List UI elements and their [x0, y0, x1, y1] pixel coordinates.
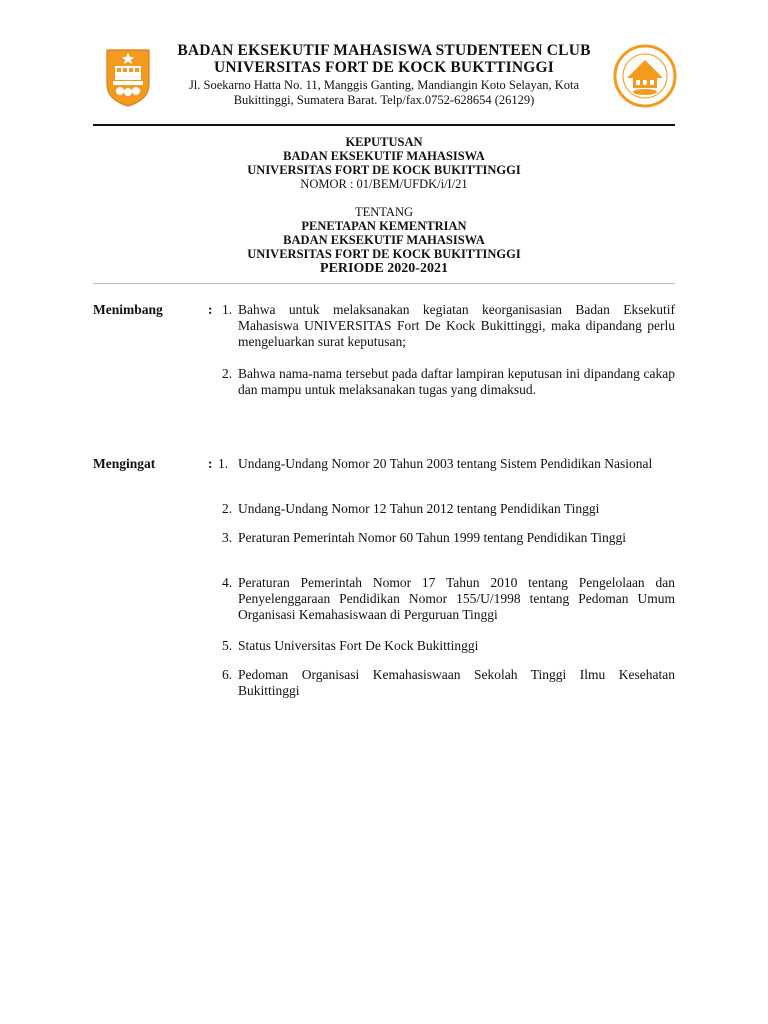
decree-title: KEPUTUSAN [345, 135, 423, 149]
university-seal-logo-icon [613, 44, 677, 108]
list-item-number: 5. [222, 638, 233, 653]
decree-subject: PENETAPAN KEMENTRIAN [301, 219, 467, 233]
list-item-text: Bahwa nama-nama tersebut pada daftar lampiran keputusan ini dipandang cakap dan mampu untuk melaksanakan tugas yang dimaksud. [238, 366, 675, 397]
list-item-number: 1. [218, 456, 229, 471]
decree-period: PERIODE 2020-2021 [320, 261, 448, 276]
letterhead-divider [93, 124, 675, 126]
letterhead-address-line-1: Jl. Soekarno Hatta No. 11, Manggis Ganting, Mandiangin Koto Selayan, Kota [188, 78, 580, 92]
letterhead-address-line-2: Bukittinggi, Sumatera Barat. Telp/fax.0752-628654 (26129) [233, 93, 535, 107]
list-item-number: 4. [222, 575, 233, 590]
mengingat-label: Mengingat [93, 456, 156, 471]
menimbang-label: Menimbang [93, 302, 163, 317]
title-divider [93, 283, 675, 284]
list-item-text: Pedoman Organisasi Kemahasiswaan Sekolah Tinggi Ilmu Kesehatan Bukittinggi [238, 667, 675, 698]
list-item-number: 3. [222, 530, 233, 545]
list-item-text: Peraturan Pemerintah Nomor 60 Tahun 1999 tentang Pendidikan Tinggi [238, 530, 627, 545]
decree-about: TENTANG [354, 205, 413, 219]
mengingat-colon: : [208, 456, 213, 471]
letterhead [160, 42, 608, 108]
letterhead-org: BADAN EKSEKUTIF MAHASISWA STUDENTEEN CLUB [177, 42, 591, 59]
decree-subject-body: BADAN EKSEKUTIF MAHASISWA [283, 233, 485, 247]
list-item-number: 1. [222, 302, 233, 317]
decree-number: NOMOR : 01/BEM/UFDK/i/I/21 [300, 177, 468, 191]
list-item-number: 2. [222, 366, 233, 381]
list-item-number: 6. [222, 667, 233, 682]
letterhead-university: UNIVERSITAS FORT DE KOCK BUKTTINGGI [213, 59, 555, 76]
list-item-text: Bahwa untuk melaksanakan kegiatan keorganisasian Badan Eksekutif Mahasiswa UNIVERSITAS Fort De Kock Bukittinggi, maka dipandang perlu mengeluarkan surat keputusan; [238, 302, 675, 349]
list-item-text: Undang-Undang Nomor 20 Tahun 2003 tentang Sistem Pendidikan Nasional [238, 456, 653, 471]
decree-body: BADAN EKSEKUTIF MAHASISWA [283, 149, 485, 163]
list-item-text: Status Universitas Fort De Kock Bukittinggi [238, 638, 479, 653]
decree-subject-university: UNIVERSITAS FORT DE KOCK BUKITTINGGI [247, 247, 521, 261]
decree-title-block [93, 135, 675, 277]
list-item-text: Undang-Undang Nomor 12 Tahun 2012 tentang Pendidikan Tinggi [238, 501, 600, 516]
menimbang-colon: : [208, 302, 213, 317]
list-item-number: 2. [222, 501, 233, 516]
decree-university: UNIVERSITAS FORT DE KOCK BUKITTINGGI [247, 163, 521, 177]
bem-shield-logo-icon [103, 44, 153, 108]
list-item-text: Peraturan Pemerintah Nomor 17 Tahun 2010 tentang Pengelolaan dan Penyelenggaraan Pendidikan Nomor 155/U/1998 tentang Pedoman Umum Organisasi Kemahasiswaan di Perguruan Tinggi [238, 575, 675, 622]
